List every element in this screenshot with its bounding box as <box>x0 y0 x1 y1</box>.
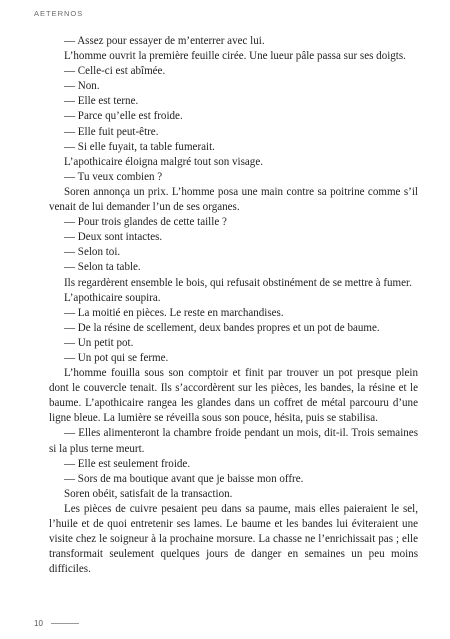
paragraph: L’homme ouvrit la première feuille cirée. Une lueur pâle passa sur ses doigts. <box>64 50 406 63</box>
paragraph: — Elle est seulement froide. <box>64 457 191 470</box>
paragraph: L’homme fouilla sous son comptoir et finit par trouver un pot presque plein dont le couvercle tenait. Ils s’accordèrent sur les pièces, les bandes, la résine et le baume. L’apothicaire rangea les glandes dans un coffret de métal parcouru d’une ligne bleue. La lumière se réveilla sous son pouce, hésita, puis se stabilisa. <box>49 367 418 425</box>
paragraph: Soren annonça un prix. L’homme posa une main contre sa poitrine comme s’il venait de lui demander l’un de ses organes. <box>49 185 418 214</box>
running-header: AETERNOS <box>34 9 84 18</box>
paragraph: — Elle fuit peut-être. <box>64 125 159 138</box>
paragraph: — Elle est terne. <box>64 95 139 108</box>
paragraph: — Tu veux combien ? <box>64 170 163 183</box>
paragraph: — Assez pour essayer de m’enterrer avec lui. <box>64 35 265 47</box>
paragraph: — Selon ta table. <box>64 261 141 274</box>
paragraph: — Elles alimenteront la chambre froide pendant un mois, dit-il. Trois semaines si la plus terne meurt. <box>49 427 418 455</box>
paragraph: — Si elle fuyait, ta table fumerait. <box>64 140 215 153</box>
paragraph: — Deux sont intactes. <box>64 231 163 244</box>
footer-rule <box>51 623 79 624</box>
paragraph: — Selon toi. <box>64 246 121 259</box>
paragraph: — Pour trois glandes de cette taille ? <box>64 216 227 229</box>
body-text <box>49 34 418 577</box>
paragraph: — Un pot qui se ferme. <box>64 351 169 364</box>
paragraph: — Non. <box>64 80 100 93</box>
paragraph: — Parce qu’elle est froide. <box>64 110 183 123</box>
page-number: 10 <box>34 619 43 628</box>
paragraph: — Sors de ma boutique avant que je baisse mon offre. <box>64 472 304 485</box>
paragraph: — De la résine de scellement, deux bandes propres et un pot de baume. <box>64 321 380 334</box>
paragraph: — Celle-ci est abîmée. <box>64 65 166 78</box>
page-footer <box>34 619 79 628</box>
paragraph: — Un petit pot. <box>64 336 134 349</box>
paragraph: Les pièces de cuivre pesaient peu dans sa paume, mais elles paieraient le sel, l’huile et de quoi entretenir ses lames. Le baume et les bandes lui éviteraient une visite chez le soigneur à la prochaine morsure. La chasse ne l’enrichissait pas ; elle transformait seulement quelques jours de danger en semaines un peu moins difficiles. <box>49 502 418 576</box>
paragraph: L’apothicaire soupira. <box>64 291 161 304</box>
paragraph: Soren obéit, satisfait de la transaction. <box>64 487 233 500</box>
paragraph: L’apothicaire éloigna malgré tout son visage. <box>64 155 263 168</box>
paragraph: — La moitié en pièces. Le reste en marchandises. <box>64 306 284 319</box>
paragraph: Ils regardèrent ensemble le bois, qui refusait obstinément de se mettre à fumer. <box>64 276 412 289</box>
